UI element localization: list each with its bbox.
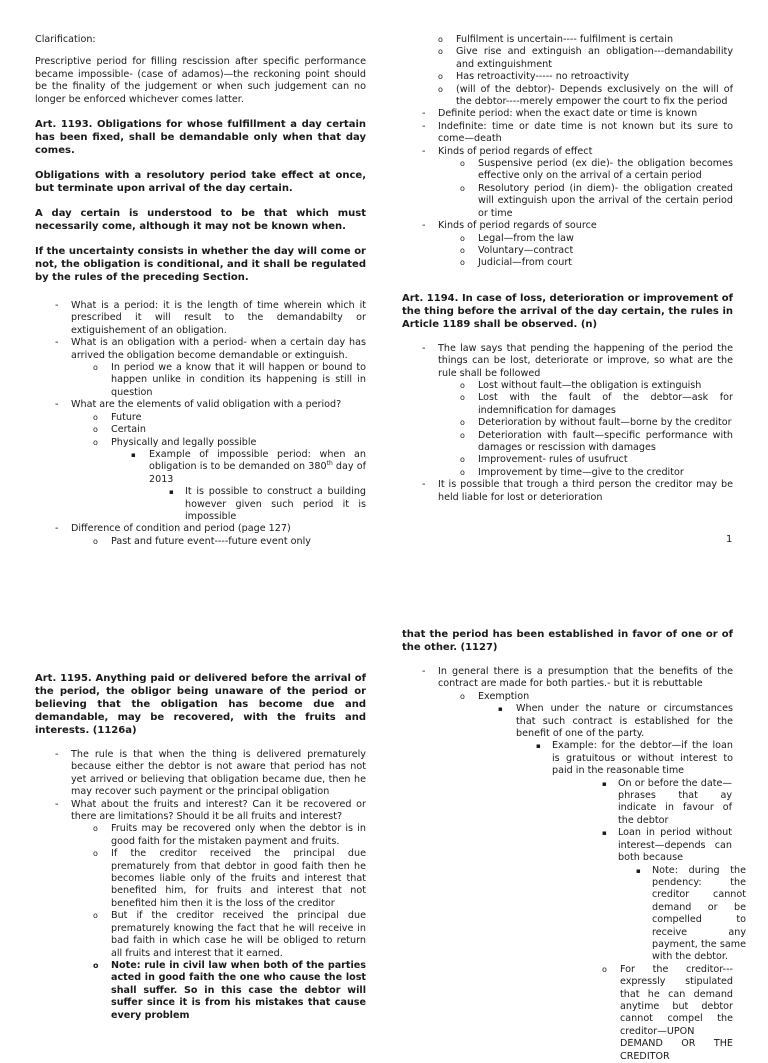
- circle-bullet: o: [460, 430, 465, 440]
- dash-bullet: -: [422, 145, 426, 157]
- square-bullet: ▪: [602, 829, 607, 838]
- circle-bullet: o: [93, 363, 98, 373]
- list-item: o Lost with the fault of the debtor—ask for indemnification for damages: [460, 392, 733, 416]
- circle-bullet: o: [460, 418, 465, 428]
- list-item: - Indefinite: time or date time is not known but its sure to come—death: [422, 120, 733, 145]
- dash-bullet: -: [55, 523, 59, 535]
- page1-left-column: [35, 34, 366, 548]
- dash-bullet: -: [55, 399, 59, 411]
- dash-bullet: -: [422, 342, 426, 354]
- list-item: o Note: rule in civil law when both of the parties acted in good faith the one who cause the lost shall suffer. So in this case the debtor will suffer since it is from his mistakes that cause every problem: [93, 959, 366, 1021]
- list-item: - In general there is a presumption that the benefits of the contract are made for both parties.- but it is rebuttable o Exemption ▪ When under the nature or circumstances that such contract is established for the benefit of one of the party. ▪ Example: for the debtor—if the loan is gratuitous or without interest to paid in the reasonable time ▪ On or before the date—phrases that ay indicate in favour of the debtor ▪ Loan in period without interest—depends can both because ▪ Note: during the pendency: the creditor cannot demand or be compelled to receive any payment, the same with the debtor. o For the creditor--- expressly stipulated that he can demand anytime but debtor cannot compel the creditor—UPON DEMAND OR THE CREDITOR: [422, 666, 746, 1062]
- dash-bullet: -: [422, 108, 426, 120]
- circle-bullet: o: [460, 467, 465, 477]
- list-item: ▪ Example of impossible period: when an obligation is to be demanded on 380th day of 2013 ▪ It is possible to construct a building however given such period it is impossible: [131, 448, 366, 522]
- circle-bullet: o: [93, 911, 98, 921]
- page-number: 1: [726, 534, 733, 545]
- premature-payment-list: [35, 749, 366, 1022]
- dash-bullet: -: [422, 479, 426, 491]
- period-notes-list: [35, 300, 366, 548]
- list-item: o Judicial—from court: [460, 257, 573, 269]
- dash-bullet: -: [422, 666, 426, 677]
- list-item: o In period we a know that it will happen or bound to happen unlike in condition its happening is still in question: [93, 362, 366, 398]
- circle-bullet: o: [460, 258, 465, 268]
- resolutory-period-paragraph: Obligations with a resolutory period take effect at once, but terminate upon arrival of the day certain.: [35, 170, 366, 195]
- list-item: o Give rise and extinguish an obligation---demandability and extinguishment: [438, 46, 733, 70]
- page2-right-column: [402, 628, 746, 1063]
- article-1196-continuation: that the period has been established in favor of one or of the other. (1127): [402, 629, 733, 653]
- list-item: - Difference of condition and period (page 127) o Past and future event----future event only: [55, 523, 366, 548]
- list-item: o Fulfilment is uncertain---- fulfilment is certain: [438, 34, 674, 45]
- article-1193-heading: Art. 1193. Obligations for whose fulfillment a day certain has been fixed, shall be demandable only when that day comes.: [35, 119, 366, 157]
- list-item: o Improvement by time—give to the creditor: [460, 466, 684, 478]
- circle-bullet: o: [460, 183, 465, 193]
- circle-bullet: o: [93, 849, 98, 859]
- list-item: o Resolutory period (in diem)- the obligation created will extinguish upon the arrival of the certain period or time: [460, 182, 733, 219]
- list-item: ▪ Loan in period without interest—depends can both because ▪ Note: during the pendency: the creditor cannot demand or be compelled to receive any payment, the same with the debtor.: [602, 827, 746, 963]
- list-item: o Fruits may be recovered only when the debtor is in good faith for the mistaken payment and fruits.: [93, 823, 366, 847]
- presumption-list: [402, 666, 746, 1063]
- document-page-2: [0, 590, 768, 1062]
- list-item: - What are the elements of valid obligation with a period? o Future o Certain o Physically and legally possible ▪ Example of impossible period: when an obligation is to be demanded on 380th day of 2013 ▪ It is possible to construct a building however given such period it is impossible: [55, 399, 366, 522]
- list-item: - What is a period: it is the length of time wherein which it prescribed it will result to the demandabilty or extiguishement of an obligation.: [55, 300, 366, 336]
- circle-bullet: o: [93, 437, 98, 447]
- list-item: ▪ It is possible to construct a building however given such period it is impossible: [169, 486, 366, 522]
- square-bullet: ▪: [602, 779, 607, 788]
- loss-rules-list: [402, 343, 733, 504]
- list-item: - Kinds of period regards of source o Legal—from the law o Voluntary—contract o Judicial—from court: [422, 220, 733, 270]
- list-item: o Future: [93, 411, 142, 423]
- clarification-title: Clarification:: [35, 34, 96, 45]
- list-item: o For the creditor--- expressly stipulated that he can demand anytime but debtor cannot compel the creditor—UPON DEMAND OR THE CREDITOR: [602, 963, 733, 1062]
- circle-bullet: o: [438, 84, 443, 94]
- circle-bullet: o: [93, 536, 98, 546]
- page1-right-column: [402, 34, 733, 504]
- list-item: o Physically and legally possible ▪ Example of impossible period: when an obligation is to be demanded on 380th day of 2013 ▪ It is possible to construct a building however given such period it is impossible: [93, 436, 366, 522]
- period-kinds-list: [402, 108, 733, 269]
- uncertainty-paragraph: If the uncertainty consists in whether the day will come or not, the obligation is conditional, and it shall be regulated by the rules of the preceding Section.: [35, 246, 366, 284]
- list-item: o But if the creditor received the principal due prematurely knowing the fact that he will receive in bad faith in which case he will be obliged to return all fruits and interest that it earned.: [93, 910, 366, 959]
- circle-bullet: o: [93, 960, 99, 970]
- list-item: o Suspensive period (ex die)- the obligation becomes effective only on the arrival of a certain period: [460, 158, 733, 182]
- article-1195-heading: Art. 1195. Anything paid or delivered before the arrival of the period, the obligor being unaware of the period or believing that the obligation has become due and demandable, may be recovered, with the fruits and interests. (1126a): [35, 673, 366, 736]
- list-item: o (will of the debtor)- Depends exclusively on the will of the debtor----merely empower the court to fix the period: [438, 83, 733, 108]
- circle-bullet: o: [93, 412, 98, 422]
- list-item: o Legal—from the law: [460, 232, 574, 244]
- list-item: o Deterioration with fault—specific performance with damages or rescission with damages: [460, 429, 733, 453]
- clarification-body: Prescriptive period for filling rescission after specific performance became impossible- (case of adamos)—the reckoning point should be the finality of the judgement or when such judgement can no longer be enforced whichever comes latter.: [35, 56, 366, 105]
- list-item: o Exemption ▪ When under the nature or circumstances that such contract is established for the benefit of one of the party. ▪ Example: for the debtor—if the loan is gratuitous or without interest to paid in the reasonable time ▪ On or before the date—phrases that ay indicate in favour of the debtor ▪ Loan in period without interest—depends can both because ▪ Note: during the pendency: the creditor cannot demand or be compelled to receive any payment, the same with the debtor.: [460, 690, 746, 963]
- list-item: - The rule is that when the thing is delivered prematurely because either the debtor is not aware that period has not yet arrived or believing that obligation became due, then he may recover such payment or the principal obligation: [55, 749, 366, 798]
- square-bullet: ▪: [498, 705, 503, 714]
- day-certain-paragraph: A day certain is understood to be that which must necessarily come, although it may not be known when.: [35, 208, 366, 233]
- page2-left-column: [35, 672, 366, 1022]
- list-item: - What is an obligation with a period- when a certain day has arrived the obligation become demandable or extinguish. o In period we a know that it will happen or bound to happen unlike in condition its happening is still in question: [55, 337, 366, 398]
- differences-list: [402, 34, 733, 108]
- circle-bullet: o: [93, 824, 98, 834]
- circle-bullet: o: [93, 425, 98, 435]
- circle-bullet: o: [460, 455, 465, 465]
- list-item: - What about the fruits and interest? Can it be recovered or there are limitations? Should it be all fruits and interest? o Fruits may be recovered only when the debtor is in good faith for the mistaken payment and fruits. o If the creditor received the principal due prematurely from that debtor in good faith then he becomes liable only of the fruits and interest that benefited him, for fruits and interest that not benefited him then it is the loss of the creditor o But if the creditor received the principal due prematurely knowing the fact that he will receive in bad faith in which case he will be obliged to return all fruits and interest that it earned. o Note: rule in civil law when both of the parties acted in good faith the one who cause the lost shall suffer. So in this case the debtor will suffer since it is from his mistakes that cause every problem: [55, 798, 366, 1021]
- circle-bullet: o: [602, 964, 607, 974]
- article-1194-heading: Art. 1194. In case of loss, deterioration or improvement of the thing before the arrival of the day certain, the rules in Article 1189 shall be observed. (n): [402, 292, 733, 330]
- dash-bullet: -: [422, 220, 426, 232]
- circle-bullet: o: [460, 159, 465, 169]
- list-item: o Deterioration by without fault—borne by the creditor: [460, 417, 732, 429]
- dash-bullet: -: [55, 798, 59, 810]
- list-item: o Improvement- rules of usufruct: [460, 454, 628, 466]
- circle-bullet: o: [438, 35, 443, 44]
- list-item: ▪ Note: during the pendency: the creditor cannot demand or be compelled to receive any payment, the same with the debtor.: [636, 864, 746, 963]
- list-item: ▪ When under the nature or circumstances that such contract is established for the benefit of one of the party. ▪ Example: for the debtor—if the loan is gratuitous or without interest to paid in the reasonable time ▪ On or before the date—phrases that ay indicate in favour of the debtor ▪ Loan in period without interest—depends can both because ▪ Note: during the pendency: the creditor cannot demand or be compelled to receive any payment, the same with the debtor.: [498, 703, 746, 963]
- dash-bullet: -: [55, 300, 59, 312]
- square-bullet: ▪: [169, 488, 174, 497]
- list-item: - It is possible that trough a third person the creditor may be held liable for lost or deterioration: [422, 479, 733, 503]
- list-item: o Voluntary—contract: [460, 244, 574, 256]
- list-item: o Has retroactivity----- no retroactivity: [438, 71, 630, 83]
- list-item: ▪ On or before the date—phrases that ay indicate in favour of the debtor: [602, 777, 732, 826]
- list-item: o Lost without fault—the obligation is extinguish: [460, 379, 702, 391]
- list-item: o If the creditor received the principal due prematurely from that debtor in good faith then he becomes liable only of the fruits and interest that benefited him, for fruits and interest that not benefited him then it is the loss of the creditor: [93, 848, 366, 909]
- list-item: o Certain: [93, 424, 146, 436]
- list-item: o Past and future event----future event only: [93, 535, 311, 547]
- square-bullet: ▪: [536, 742, 541, 751]
- square-bullet: ▪: [636, 866, 641, 875]
- circle-bullet: o: [460, 245, 465, 255]
- circle-bullet: o: [460, 380, 465, 390]
- list-item: - The law says that pending the happening of the period the things can be lost, deteriorate or improve, so what are the rule shall be followed o Lost without fault—the obligation is extinguish o Lost with the fault of the debtor—ask for indemnification for damages o Deterioration by without fault—borne by the creditor o Deterioration with fault—specific performance with damages or rescission with damages o Improvement- rules of usufruct o Improvement by time—give to the creditor: [422, 342, 733, 478]
- circle-bullet: o: [438, 47, 443, 57]
- list-item: ▪ Example: for the debtor—if the loan is gratuitous or without interest to paid in the reasonable time ▪ On or before the date—phrases that ay indicate in favour of the debtor ▪ Loan in period without interest—depends can both because ▪ Note: during the pendency: the creditor cannot demand or be compelled to receive any payment, the same with the debtor.: [536, 740, 746, 963]
- square-bullet: ▪: [131, 450, 136, 459]
- circle-bullet: o: [460, 691, 465, 701]
- circle-bullet: o: [438, 72, 443, 82]
- list-item: - Kinds of period regards of effect o Suspensive period (ex die)- the obligation becomes effective only on the arrival of a certain period o Resolutory period (in diem)- the obligation created will extinguish upon the arrival of the certain period or time: [422, 145, 733, 219]
- list-item: - Definite period: when the exact date or time is known: [422, 108, 698, 120]
- dash-bullet: -: [55, 749, 59, 760]
- circle-bullet: o: [460, 393, 465, 403]
- circle-bullet: o: [460, 233, 465, 243]
- dash-bullet: -: [422, 120, 426, 132]
- dash-bullet: -: [55, 337, 59, 349]
